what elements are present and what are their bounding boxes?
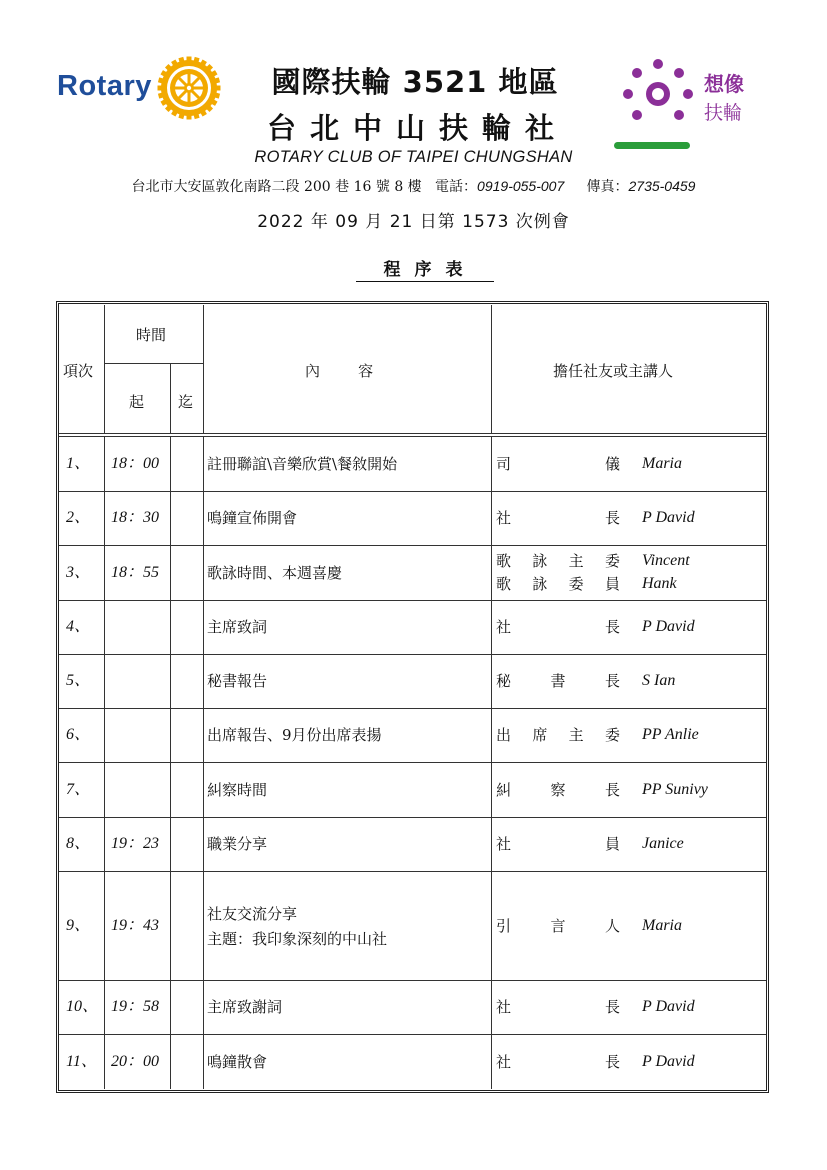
row-person-name: Maria	[642, 916, 682, 934]
row-col-rule	[104, 545, 105, 600]
row-content: 秘書報告	[207, 672, 268, 690]
club-name-en: ROTARY CLUB OF TAIPEI CHUNGSHAN	[254, 148, 573, 166]
header-col-rule	[104, 305, 105, 433]
row-start-time: 20：00	[111, 1052, 160, 1070]
row-col-rule	[104, 817, 105, 871]
row-person-name: P David	[642, 998, 695, 1015]
row-number: 6、	[66, 726, 91, 743]
row-rule	[59, 708, 766, 709]
row-role: 社 長	[496, 1052, 620, 1071]
header-col-rule	[170, 363, 171, 433]
row-col-rule	[170, 762, 171, 817]
header-start: 起	[129, 393, 145, 411]
row-col-rule	[104, 654, 105, 708]
time-subheader-rule	[104, 363, 203, 364]
row-person-name: PP Sunivy	[642, 780, 708, 798]
row-col-rule	[170, 491, 171, 545]
rotary-wordmark: Rotary	[57, 70, 152, 102]
row-person-name: P David	[642, 1052, 695, 1070]
row-number: 7、	[66, 780, 91, 798]
row-col-rule	[170, 545, 171, 600]
row-col-rule	[491, 871, 492, 980]
row-col-rule	[491, 980, 492, 1034]
row-col-rule	[491, 654, 492, 708]
row-person-name: S Ian	[642, 672, 676, 689]
row-person-name: Vincent	[642, 551, 690, 569]
row-col-rule	[170, 980, 171, 1034]
row-col-rule	[203, 491, 204, 545]
row-col-rule	[203, 654, 204, 708]
row-person-name: Janice	[642, 835, 684, 852]
row-number: 11、	[66, 1052, 97, 1070]
row-rule	[59, 654, 766, 655]
row-col-rule	[104, 1034, 105, 1089]
row-col-rule	[491, 600, 492, 654]
row-col-rule	[491, 817, 492, 871]
row-person-name: PP Anlie	[642, 726, 699, 743]
club-name-zh: 台北中山扶輪社	[266, 111, 568, 145]
row-rule	[59, 600, 766, 601]
row-content: 歌詠時間、本週喜慶	[207, 563, 343, 582]
row-col-rule	[104, 980, 105, 1034]
fax-label: 傳真：	[586, 179, 629, 195]
row-role-2: 歌 詠 委 員	[496, 574, 620, 593]
row-col-rule	[491, 491, 492, 545]
row-col-rule	[203, 600, 204, 654]
row-number: 1、	[66, 455, 91, 472]
fax-number: 2735-0459	[628, 178, 696, 194]
imagine-rotary-logo	[612, 54, 762, 154]
row-role: 出 席 主 委	[496, 726, 620, 744]
row-role: 社 長	[496, 618, 620, 636]
row-rule	[59, 1034, 766, 1035]
row-col-rule	[491, 545, 492, 600]
rotary-wheel-icon	[157, 56, 221, 120]
row-role: 社 長	[496, 509, 620, 527]
row-col-rule	[203, 871, 204, 980]
row-col-rule	[170, 600, 171, 654]
row-col-rule	[170, 654, 171, 708]
meeting-date-line: 2022 年 09 月 21 日第 1573 次例會	[257, 212, 570, 232]
row-number: 2、	[66, 509, 91, 526]
row-col-rule	[491, 708, 492, 762]
row-number: 10、	[66, 998, 99, 1015]
row-number: 5、	[66, 672, 91, 689]
row-rule	[59, 980, 766, 981]
row-role: 糾 察 長	[496, 780, 620, 799]
row-number: 3、	[66, 563, 91, 581]
row-start-time: 18：55	[111, 563, 160, 581]
header-content: 內 容	[305, 362, 374, 380]
row-col-rule	[203, 980, 204, 1034]
program-table	[56, 301, 769, 1093]
district-title: 國際扶輪 3521 地區	[271, 65, 559, 99]
header-time: 時間	[136, 326, 167, 344]
row-person-name: P David	[642, 618, 695, 635]
row-rule	[59, 871, 766, 872]
row-rule	[59, 545, 766, 546]
row-col-rule	[491, 762, 492, 817]
row-col-rule	[203, 1034, 204, 1089]
row-role: 歌 詠 主 委	[496, 551, 620, 570]
imagine-text-line1: 想像	[704, 72, 744, 96]
row-number: 9、	[66, 916, 91, 934]
row-person-name-2: Hank	[642, 574, 677, 592]
imagine-dots-icon	[618, 56, 698, 140]
row-content: 社友交流分享	[207, 904, 298, 923]
row-col-rule	[104, 491, 105, 545]
row-col-rule	[104, 708, 105, 762]
row-content: 鳴鐘宣佈開會	[207, 509, 298, 527]
row-content: 主席致謝詞	[207, 998, 283, 1016]
row-col-rule	[170, 708, 171, 762]
row-content: 主席致詞	[207, 618, 268, 636]
row-col-rule	[491, 437, 492, 491]
row-start-time: 18：00	[111, 455, 160, 472]
row-col-rule	[104, 437, 105, 491]
row-start-time: 19：23	[111, 835, 160, 852]
row-number: 8、	[66, 835, 91, 852]
header-col-rule	[491, 305, 492, 433]
phone-label: 電話：	[435, 179, 478, 195]
row-col-rule	[170, 437, 171, 491]
phone-number: 0919-055-007	[477, 178, 565, 194]
row-col-rule	[203, 762, 204, 817]
address: 台北市大安區敦化南路二段 200 巷 16 號 8 樓	[131, 179, 422, 195]
row-col-rule	[170, 817, 171, 871]
row-role: 引 言 人	[496, 916, 620, 935]
row-content: 鳴鐘散會	[207, 1052, 268, 1071]
row-col-rule	[104, 871, 105, 980]
row-role: 社 員	[496, 835, 620, 853]
header-rule	[59, 436, 766, 437]
row-col-rule	[203, 545, 204, 600]
row-role: 司 儀	[496, 455, 620, 473]
imagine-text-line2: 扶輪	[704, 102, 743, 124]
row-col-rule	[203, 437, 204, 491]
row-col-rule	[491, 1034, 492, 1089]
row-content-line2: 主題：我印象深刻的中山社	[207, 929, 388, 948]
row-content: 職業分享	[207, 835, 268, 853]
row-col-rule	[203, 817, 204, 871]
row-col-rule	[170, 1034, 171, 1089]
row-rule	[59, 491, 766, 492]
address-line	[0, 176, 827, 196]
row-rule	[59, 762, 766, 763]
row-start-time: 19：58	[111, 998, 160, 1015]
row-start-time: 18：30	[111, 509, 160, 526]
row-role: 秘 書 長	[496, 672, 620, 690]
row-col-rule	[170, 871, 171, 980]
row-number: 4、	[66, 618, 91, 635]
row-person-name: P David	[642, 509, 695, 526]
row-rule	[59, 817, 766, 818]
row-person-name: Maria	[642, 455, 682, 472]
program-title: 程序表	[356, 255, 494, 282]
row-content: 糾察時間	[207, 780, 268, 799]
header-end: 迄	[178, 393, 194, 411]
row-col-rule	[104, 762, 105, 817]
header-item: 項次	[63, 362, 94, 380]
header-rule	[59, 433, 766, 434]
row-col-rule	[104, 600, 105, 654]
header-person: 擔任社友或主講人	[553, 362, 674, 380]
row-content: 註冊聯誼\音樂欣賞\餐敘開始	[207, 455, 398, 473]
row-content: 出席報告、9月份出席表揚	[207, 726, 382, 744]
header-col-rule	[203, 305, 204, 433]
rotary-logo	[57, 56, 222, 122]
row-role: 社 長	[496, 998, 620, 1016]
row-start-time: 19：43	[111, 916, 160, 934]
row-col-rule	[203, 708, 204, 762]
